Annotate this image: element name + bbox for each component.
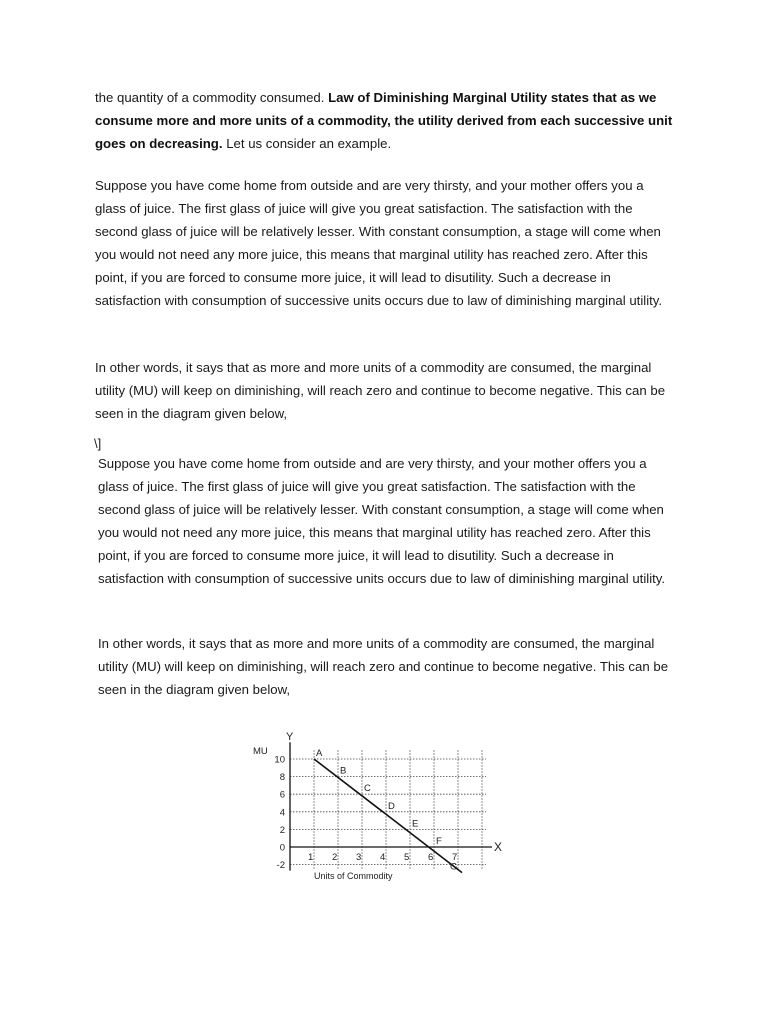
point-label-d: D	[388, 800, 395, 812]
paragraph-intro	[95, 86, 675, 155]
y-tick-label: 6	[279, 789, 285, 801]
point-label-g: G	[450, 861, 458, 873]
x-axis-letter: X	[494, 840, 503, 854]
x-tick-label: 5	[404, 852, 410, 863]
y-tick-label: 2	[279, 824, 285, 836]
point-label-c: C	[364, 783, 371, 795]
x-tick-label: 1	[308, 852, 314, 863]
intro-text: the quantity of a commodity consumed.	[95, 90, 329, 105]
paragraph-other-words: In other words, it says that as more and more units of a commodity are consumed, the marginal utility (MU) will keep on diminishing, will reach zero and continue to become negative. This can be seen in the diagram given below,	[95, 360, 666, 421]
y-tick-label: 8	[279, 772, 285, 784]
x-tick-label: 4	[380, 852, 386, 863]
y-tick-label: -2	[276, 860, 285, 872]
paragraph-juice-example: Suppose you have come home from outside and are very thirsty, and your mother offers you a glass of juice. The first glass of juice will give you great satisfaction. The satisfaction with the second glass of juice will be relatively lesser. With constant consumption, a stage will come when you would not need any more juice, this means that marginal utility has reached zero. After this point, if you are forced to consume more juice, it will lead to disutility. Such a decrease in satisfaction with consumption of successive units occurs due to law of diminishing marginal utility.	[95, 178, 663, 308]
x-tick-label: 6	[428, 852, 434, 863]
point-label-a: A	[316, 748, 323, 759]
y-axis-letter: Y	[286, 731, 294, 744]
point-label-b: B	[340, 765, 347, 777]
mu-chart	[250, 712, 520, 882]
x-axis-label: Units of Commodity	[314, 871, 393, 881]
law-statement: Law of Diminishing Marginal Utility states that as we consume more and more units of a commodity, the utility derived from each successive unit goes on decreasing.	[95, 90, 673, 151]
y-tick-label: 10	[274, 754, 285, 766]
y-tick-label: 4	[279, 807, 285, 819]
paragraph-juice-example-repeat: Suppose you have come home from outside and are very thirsty, and your mother offers you a glass of juice. The first glass of juice will give you great satisfaction. The satisfaction with the second glass of juice will be relatively lesser. With constant consumption, a stage will come when you would not need any more juice, this means that marginal utility has reached zero. After this point, if you are forced to consume more juice, it will lead to disutility. Such a decrease in satisfaction with consumption of successive units occurs due to law of diminishing marginal utility.	[98, 456, 666, 586]
y-axis-label: MU	[253, 746, 268, 758]
stray-characters: \]	[94, 436, 102, 451]
x-tick-label: 2	[332, 852, 338, 863]
point-label-f: F	[436, 836, 442, 847]
x-tick-label: 7	[452, 852, 458, 863]
intro-text-end: Let us consider an example.	[222, 136, 392, 151]
y-tick-label: 0	[279, 842, 285, 854]
x-tick-label: 3	[356, 852, 362, 863]
paragraph-other-words-repeat: In other words, it says that as more and more units of a commodity are consumed, the marginal utility (MU) will keep on diminishing, will reach zero and continue to become negative. This can be seen in the diagram given below,	[98, 636, 669, 697]
point-label-e: E	[412, 818, 419, 830]
